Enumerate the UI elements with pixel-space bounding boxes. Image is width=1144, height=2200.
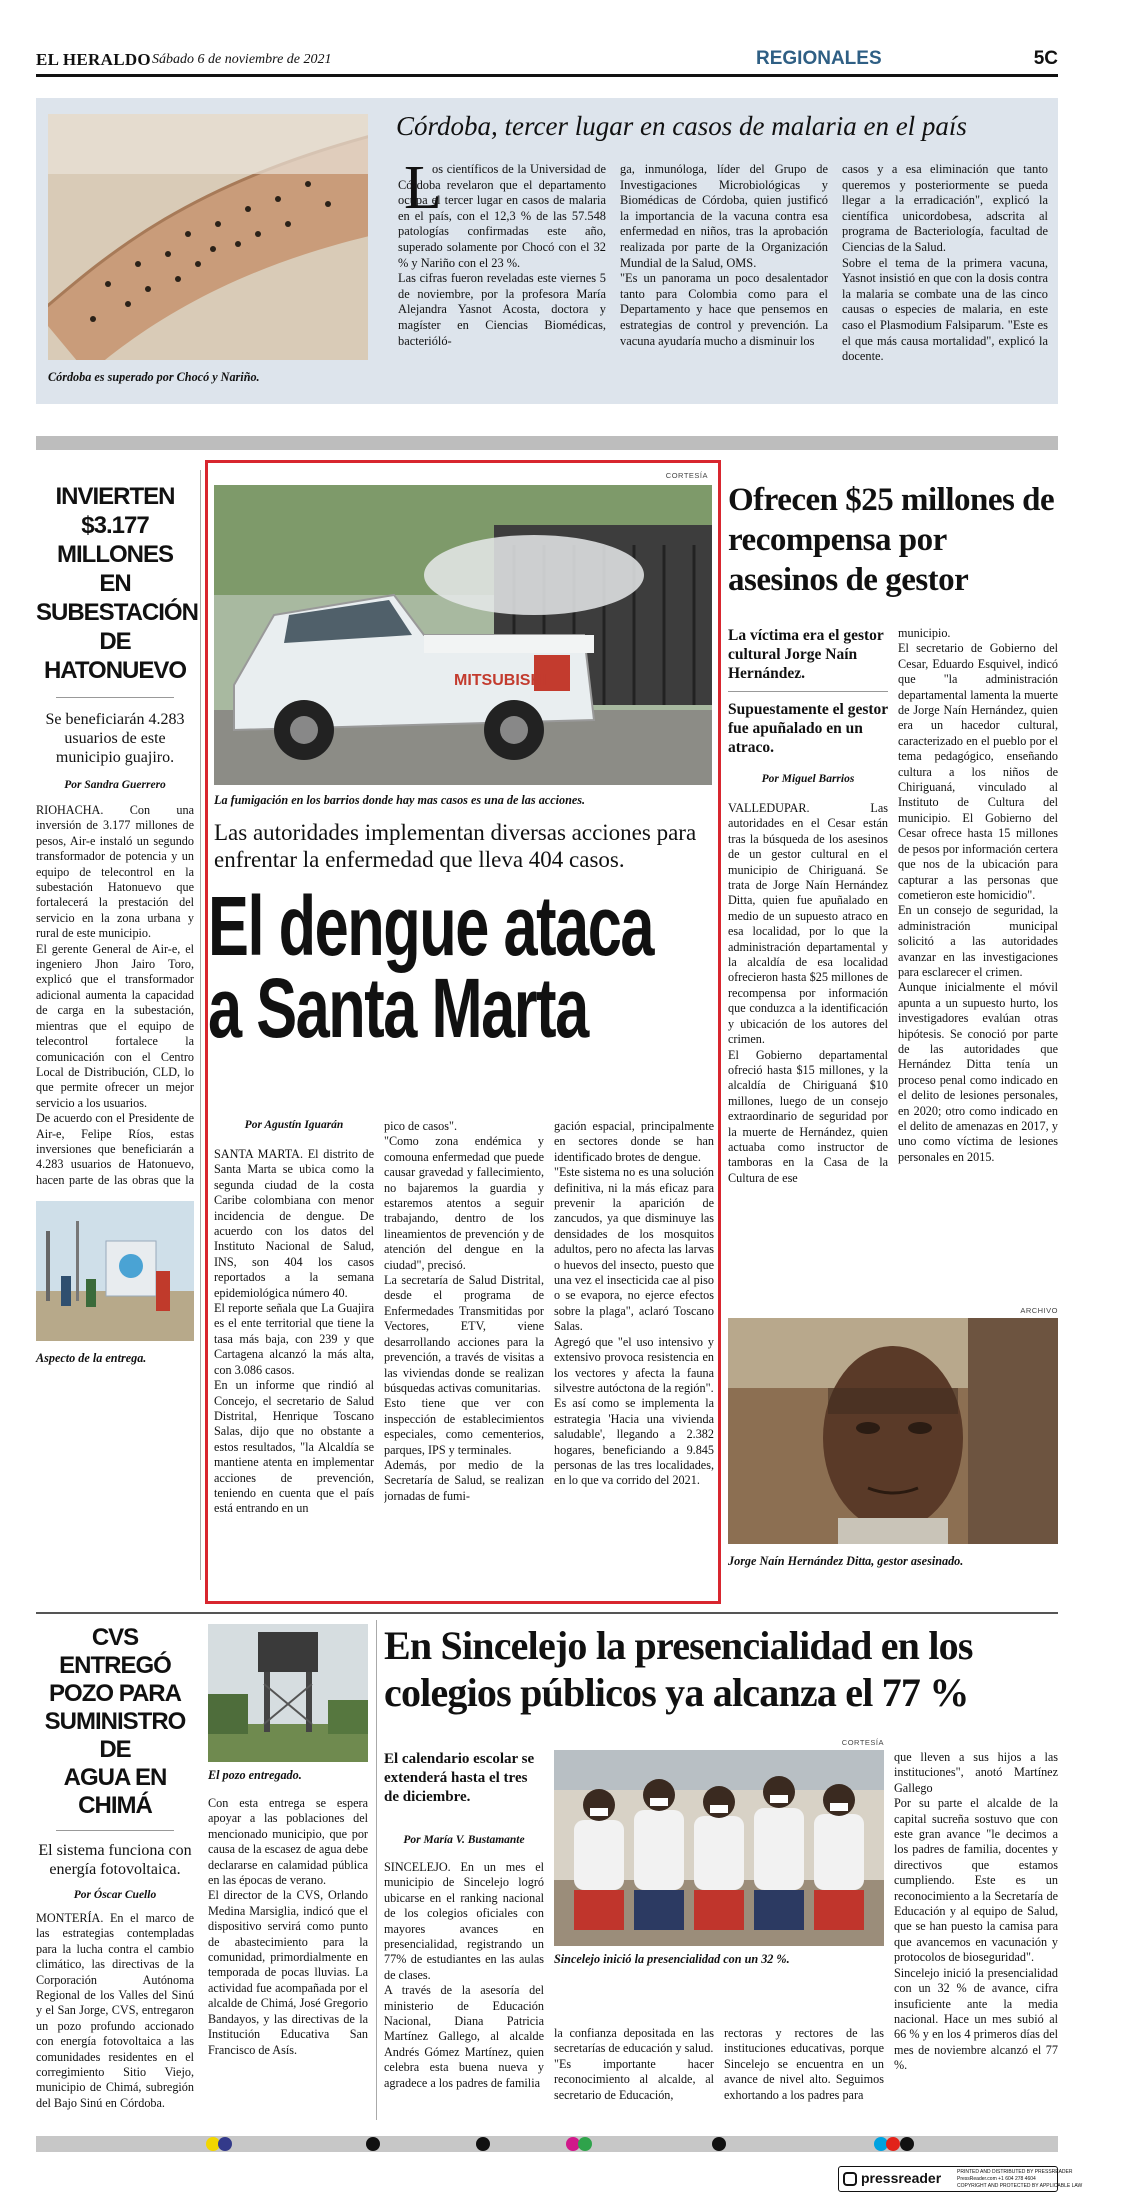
pressreader-footer [838, 2166, 1083, 2192]
hatonuevo-caption: Aspecto de la entrega. [36, 1351, 147, 1365]
hatonuevo-body: RIOHACHA. Con una inversión de 3.177 millones de pesos, Air-e instaló un segundo transformador de potencia y un equipo de telecontrol en la subestación Hatonuevo que fortalecerá la prestación del servicio en la zona urbana y rural de este municipio. El gerente General de Air-e, el ingeniero Jhon Jairo Toro, explicó que el transformador adicional aumenta la capacidad de carga en la subestación, mientras que el equipo de telecontrol fortalece la comunicación con el Centro Local de Distribución, CLD, lo que permite ofrecer un mejor servicio a los usuarios. De acuerdo con el Presidente de Air-e, Felipe Ríos, estas inversiones que beneficiarán a 4.283 usuarios de Hatonuevo, hacen parte de las obras que la [36, 803, 194, 1187]
dengue-byline: Por Agustín Iguarán [244, 1119, 344, 1131]
malaria-column-2: ga, inmunóloga, líder del Grupo de Investigaciones Microbiológicas y Biomédicas de Córdoba, quien justificó la importancia de la vacuna contra esa enfermedad en niños, tras la aprobación realizada por parte de la Organización Mundial de la Salud, OMS. "Es un panorama un poco desalentador tanto para Colombia como para el Departamento y hace que pensemos en estrategias de control y prevención. La vacuna ayudaría mucho a disminuir los [620, 162, 828, 348]
malaria-caption: Córdoba es superado por Chocó y Nariño. [48, 370, 260, 384]
sincelejo-subhead: El calendario escolar se extenderá hasta el tres de diciembre. [384, 1751, 535, 1805]
pressreader-brand: pressreader [861, 2170, 942, 2186]
registration-bar [36, 2136, 1058, 2152]
gestor-article [728, 480, 1058, 1580]
malaria-photo [48, 114, 368, 360]
substation-event-image [36, 1201, 194, 1341]
chima-photo [208, 1624, 368, 1762]
newspaper-name: EL HERALDO [36, 50, 151, 69]
chima-headline: CVS ENTREGÓ POZO PARA SUMINISTRO DE AGUA EN CHIMÁ [44, 1624, 186, 1819]
malaria-dropcap: L [404, 154, 442, 222]
gestor-byline: Por Miguel Barrios [761, 773, 855, 785]
chima-dateline: MONTERÍA. [36, 1911, 104, 1925]
registration-mark-magenta [218, 2137, 232, 2151]
sincelejo-column-4: que lleven a sus hijos a las instituciones", anotó Martínez Gallego Por su parte el alcalde de la capital sucreña sostuvo que con este gran avance "le decimos a los padres de familia, docentes y directivos que estamos cumpliendo. Este es un reconocimiento a la Secretaría de Educación y al equipo de Salud, que se han puesto la camisa para que avancemos en vacunación y protocolos de bioseguridad". Sincelejo inició la presencialidad con un 32 % de avance, cifra insuficiente ante la media nacional. Hace un mes subió al 66 % y en los 4 primeros días del mes de noviembre alcanzó el 77 %. [894, 1750, 1058, 2073]
dengue-photo [214, 485, 712, 785]
gestor-subhead-1: La víctima era el gestor cultural Jorge Naín Hernández. [728, 627, 884, 682]
dengue-kicker: Las autoridades implementan diversas acciones para enfrentar la enfermedad que lleva 404 casos. [214, 820, 697, 872]
hatonuevo-photo [36, 1201, 194, 1341]
dengue-dateline: SANTA MARTA. [214, 1147, 304, 1161]
registration-mark-black-4 [900, 2137, 914, 2151]
chima-article [36, 1624, 194, 2120]
registration-mark-black-1 [366, 2137, 380, 2151]
sincelejo-dateline: SINCELEJO. [384, 1860, 451, 1874]
arm-with-mosquitoes-image [48, 114, 368, 360]
fumigation-truck-image [214, 485, 712, 785]
truck-brand-text: MITSUBISHI [454, 672, 547, 689]
malaria-headline: Córdoba, tercer lugar en casos de malaria en el país [396, 111, 967, 141]
water-tank-image [208, 1624, 368, 1762]
sincelejo-column-1: SINCELEJO. En un mes el municipio de Sincelejo logró ubicarse en el ranking nacional de los colegios oficiales con mayores avances en presencialidad, registrando un 77% de estudiantes en las aulas de clases. A través de la asesoría del ministerio de Educación Nacional, Diana Patricia Martínez Gallego, al alcalde Andrés Gómez Martínez, quien celebra esta buena nueva y agradece a los padres de familia [384, 1860, 544, 2090]
section-rule-bottom [36, 1612, 1058, 1614]
pressreader-fine-3: COPYRIGHT AND PROTECTED BY APPLICABLE LAW [957, 2183, 1083, 2189]
page-number: 5C [1033, 48, 1058, 69]
pressreader-fine-2: PressReader.com +1 604 278 4604 [957, 2176, 1036, 2182]
gestor-photo [728, 1318, 1058, 1544]
sincelejo-photo [554, 1750, 884, 1946]
dengue-caption: La fumigación en los barrios donde hay mas casos es una de las acciones. [214, 793, 586, 807]
hatonuevo-byline: Por Sandra Guerrero [64, 779, 166, 791]
chima-column-1: MONTERÍA. En el marco de las estrategias contempladas para la lucha contra el cambio climático, las directivas de la Corporación Autónoma Regional de los Valles del Sinú y el San Jorge, CVS, entregaron un pozo profundo accionado con energía fotovoltaica a las comunidades residentes en el corregimiento Sitio Viejo, municipio de Chimá, subregión del Bajo Sinú en Córdoba. [36, 1911, 194, 2110]
sincelejo-column-2: la confianza depositada en las secretarías de educación y salud. "Es importante hacer reconocimiento al alcalde, al secretario de Educación, [554, 2026, 714, 2102]
hatonuevo-subhead: Se beneficiarán 4.283 usuarios de este municipio guajiro. [45, 711, 185, 766]
chima-byline: Por Óscar Cuello [73, 1889, 157, 1901]
malaria-column-3: casos y a esa eliminación que tanto queremos y posteriormente se pueda llegar a la erradicación", explicó la científica unicordobesa, adscrita al programa de Bacteriología, facultad de Ciencias de la Salud. Sobre el tema de la primera vacuna, Yasnot insistió en que con la dosis contra la malaria se combate una de las cinco causas o especies de malaria, en este caso el Plasmodium Falsiparum. "Este es el que más causa mortalidad", explicó la docente. [842, 162, 1048, 364]
gestor-photo-credit: ARCHIVO [1020, 1306, 1058, 1315]
sincelejo-caption: Sincelejo inició la presencialidad con un 32 %. [554, 1952, 790, 1966]
hatonuevo-dateline: RIOHACHA. [36, 803, 104, 817]
registration-mark-black-2 [476, 2137, 490, 2151]
hatonuevo-article [36, 482, 198, 1572]
sincelejo-byline: Por María V. Bustamante [403, 1834, 525, 1846]
sincelejo-column-3: rectoras y rectores de las instituciones educativas, porque Sincelejo se encuentra en un avance de nivel alto. Seguimos exhortando a los padres para [724, 2026, 884, 2102]
dengue-photo-credit: CORTESÍA [665, 471, 708, 480]
dengue-column-2: pico de casos". "Como zona endémica y comouna enfermedad que puede causar gravedad y fallecimiento, no bajaremos la guardia y estaremos atentos a seguir trabajando, dentro de los lineamientos de prevención y de atención del dengue en la ciudad", precisó. La secretaría de Salud Distrital, desde el programa de Enfermedades Transmitidas por Vectores, ETV, viene desarrollando acciones para la prevención, a través de visitas a las viviendas donde se realizan búsquedas activas comunitarias. Esto tiene que ver con inspección de establecimientos especiales, como cementerios, parques, IPS y terminales. Además, por medio de la Secretaría de Salud, se realizan jornadas de fumi- [384, 1119, 544, 1503]
column-rule-left [200, 470, 201, 1580]
pressreader-fine-1: PRINTED AND DISTRIBUTED BY PRESSREADER [957, 2169, 1073, 2175]
registration-mark-black-3 [712, 2137, 726, 2151]
hatonuevo-headline: INVIERTEN $3.177 MILLONES EN SUBESTACIÓN DE HATONUEVO [36, 483, 198, 684]
chima-caption: El pozo entregado. [208, 1768, 302, 1782]
registration-mark-green [578, 2137, 592, 2151]
gestor-caption: Jorge Naín Hernández Ditta, gestor asesinado. [728, 1554, 964, 1568]
malaria-column-1: os científicos de la Universidad de Córdoba revelaron que el departamento ocupa el tercer lugar en casos de malaria en el país, con el 12,3 % de las 57.548 patologías confirmadas este año, superado solamente por Chocó con el 32 % y Nariño con el 23 %. Las cifras fueron reveladas este viernes 5 de noviembre, por la profesora María Alejandra Yasnot Acosta, doctora y magíster en Ciencias Biomédicas, bacterióló- [398, 162, 606, 348]
page-header [36, 48, 1058, 77]
pressreader-logo-icon [843, 2172, 857, 2186]
dengue-column-3: gación espacial, principalmente en sectores donde se han identificado brotes de dengue. "Este sistema no es una solución definitiva, ni la más eficaz para prevenir la aparición de zancudos, ya que disminuye las densidades de los mosquitos adultos, pero no afecta las larvas o huevos del insecto, puesto que una vez el insecticida cae al piso o se evapora, no ejerce efectos sobre la plaga", aclaró Toscano Salas. Agregó que "el uso intensivo y extensivo provoca resistencia en los vectores y afecta la fauna silvestre autóctona de la región". Es así como se implementa la estrategia 'Hacia una vivienda saludable', llegando a 2.382 hogares, beneficiando a 9.845 personas de las tres localidades, en lo que va corrido del 2021. [554, 1119, 714, 1488]
gestor-subhead-2: Supuestamente el gestor fue apuñalado en un atraco. [728, 701, 888, 756]
column-rule-bottom [376, 1620, 377, 2120]
chima-column-2: Con esta entrega se espera apoyar a las poblaciones del mencionado municipio, que por causa de la escasez de agua debe declararse en calamidad pública en las épocas de verano. El director de la CVS, Orlando Medina Marsiglia, indicó que el dispositivo servirá como punto de abastecimiento para la comunidad, primordialmente en temporada de pocas lluvias. La actividad fue acompañada por el alcalde de Chimá, José Gregorio Bandayos, y las directivas de la Institución Educativa San Francisco de Asís. [208, 1796, 368, 2057]
chima-subhead: El sistema funciona con energía fotovoltaica. [38, 1842, 192, 1878]
sincelejo-article [384, 1622, 1058, 2122]
malaria-article [36, 98, 1058, 404]
gestor-column-2: municipio. El secretario de Gobierno del Cesar, Eduardo Esquivel, indicó que "la administración departamental lamenta la muerte de Jorge Naín Hernández, quien era un hacedor cultural, caracterizado en el pueblo por el tema pedagógico, enseñando cultura a los niños de Chiriguaná, vinculado al Instituto de Cultura del municipio. El Gobierno del Cesar ofrece hasta 15 millones de pesos por información certera que nos de la ubicación para capturar a las personas que cometieron este homicidio". En un consejo de seguridad, la administración municipal solicitó a las autoridades avanzar en las investigaciones para esclarecer el crimen. Aunque inicialmente el móvil apunta a un supuesto hurto, los investigadores evalúan otras hipótesis. Se conoció por parte de las autoridades que Hernández Ditta tenía un proceso penal como indicado en el delito de lesiones personales, en 2020; otro como indicado en el delito de amenazas en 2017, y uno como víctima de lesiones personales en 2015. [898, 626, 1058, 1164]
gestor-column-1: VALLEDUPAR. Las autoridades en el Cesar están tras la búsqueda de los asesinos de un gestor cultural en el municipio de Chiriguaná. Se trata de Jorge Naín Hernández Ditta, quien fue apuñalado en medio de un supuesto atraco en esa localidad, por lo que la administración departamental y la alcaldía de esa localidad ofrecieron hasta $25 millones de recompensa por información que conduzca a la identificación y ubicación de los autores del crimen. El Gobierno departamental ofreció hasta $15 millones, y la alcaldía de Chiriguaná $10 millones, luego de un consejo extraordinario de seguridad por la muerte de Hernández, quien actuaba como instructor de tamboras en la Casa de la Cultura de ese [728, 801, 888, 1185]
section-divider [36, 436, 1058, 450]
dengue-headline: El dengue ataca a Santa Marta [208, 881, 653, 1055]
gestor-sidebar [728, 626, 888, 1313]
registration-mark-red [886, 2137, 900, 2151]
section-name: REGIONALES [756, 48, 882, 69]
dengue-article [205, 460, 721, 1604]
sincelejo-headline: En Sincelejo la presencialidad en los colegios públicos ya alcanza el 77 % [384, 1623, 973, 1715]
victim-portrait-image [728, 1318, 1058, 1544]
students-classroom-image [554, 1750, 884, 1946]
dengue-column-1: SANTA MARTA. El distrito de Santa Marta se ubica como la segunda ciudad de la costa Caribe colombiana con menor incidencia de dengue. De acuerdo con los datos del Instituto Nacional de Salud, INS, son 404 los casos reportados a la semana epidemiológica número 40. El reporte señala que La Guajira es el ente territorial que tiene la tasa más baja, con 239 y que Cartagena alcanzó la más alta, con 3.086 casos. En un informe que rindió al Concejo, el secretario de Salud Distrital, Henrique Toscano Salas, dijo que no obstante a estos resultados, "la Alcaldía se mantiene atenta en implementar acciones de prevención, teniendo en cuenta que el país está entrando en un [214, 1147, 374, 1516]
gestor-headline: Ofrecen $25 millones de recompensa por asesinos de gestor [728, 482, 1055, 598]
sincelejo-photo-credit: CORTESÍA [841, 1738, 884, 1747]
gestor-dateline: VALLEDUPAR. [728, 801, 810, 815]
issue-date: Sábado 6 de noviembre de 2021 [152, 52, 332, 67]
